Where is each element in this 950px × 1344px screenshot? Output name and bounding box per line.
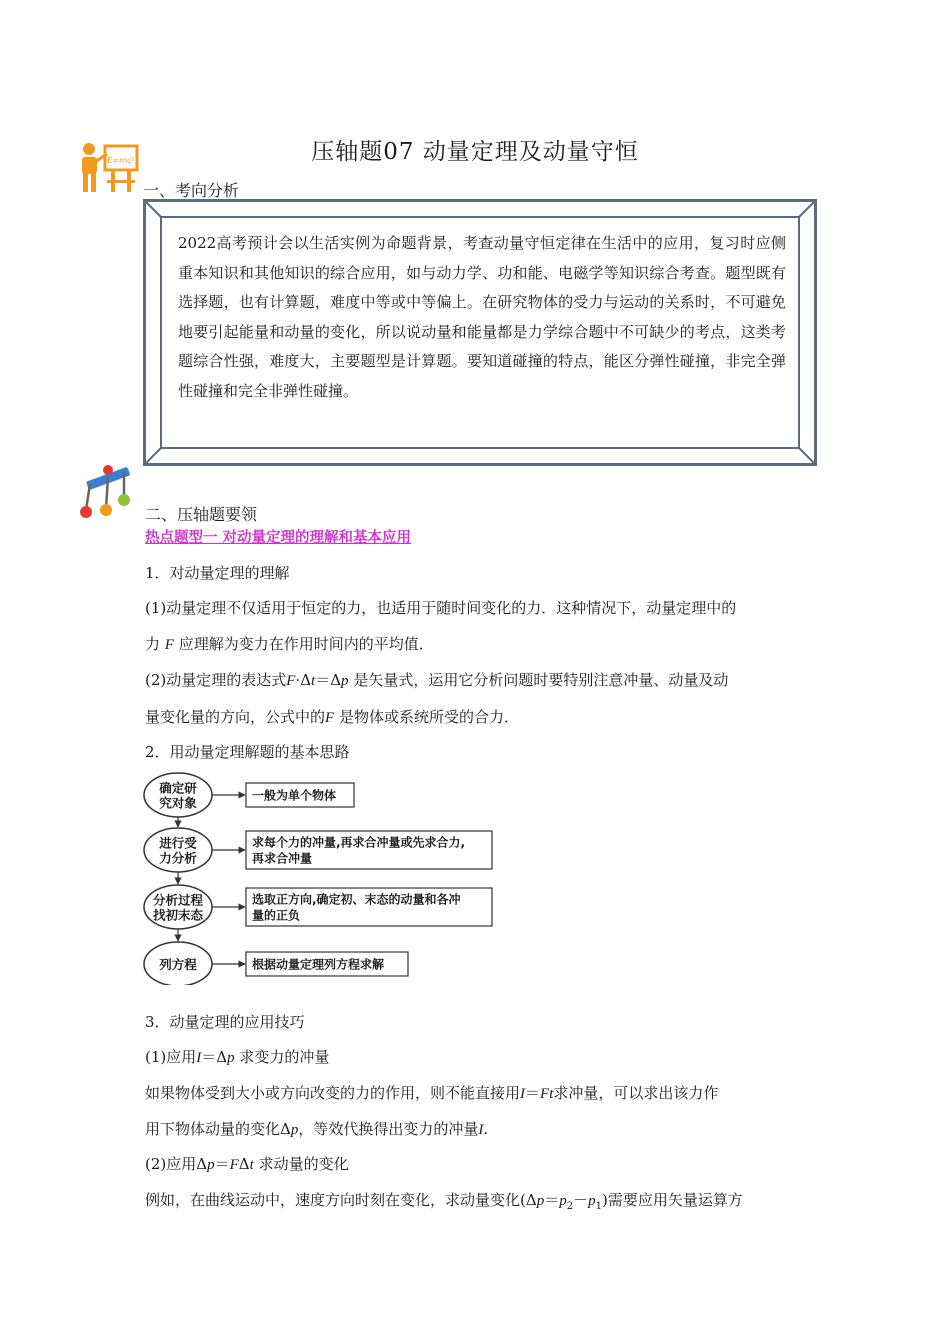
item3-heading: 3．动量定理的应用技巧	[145, 1013, 305, 1031]
item1-p2: (2)动量定理的表达式F·Δt＝Δp 是矢量式，运用它分析问题时要特别注意冲量、动量及动	[145, 671, 729, 689]
flow-step-label: 究对象	[159, 795, 197, 811]
item3-s2: (2)应用Δp＝FΔt 求动量的变化	[145, 1155, 349, 1173]
flow-desc-text: 根据动量定理列方程求解	[252, 957, 385, 972]
item3-s1-body2: 用下物体动量的变化Δp，等效代换得出变力的冲量I.	[145, 1120, 489, 1138]
molecule-model-icon	[78, 462, 136, 522]
flow-desc-text: 选取正方向,确定初、末态的动量和各冲	[252, 892, 461, 907]
flow-step-label: 列方程	[159, 957, 197, 972]
item3-s1: (1)应用I＝Δp 求变力的冲量	[145, 1048, 330, 1066]
flow-step-label: 力分析	[159, 850, 197, 866]
icon-board-text: E=mc²	[107, 156, 135, 165]
flow-step-label: 分析过程	[152, 892, 204, 908]
flow-desc-text: 再求合冲量	[252, 851, 313, 866]
flow-desc-text: 一般为单个物体	[252, 788, 337, 803]
item1-p2b: 量变化量的方向，公式中的F 是物体或系统所受的合力．	[145, 708, 519, 726]
section1-heading: 一、考向分析	[143, 181, 240, 200]
item1-p1b: 力 F 应理解为变力在作用时间内的平均值．	[145, 635, 434, 653]
item2-heading: 2．用动量定理解题的基本思路	[145, 743, 350, 761]
page-title: 压轴题07 动量定理及动量守恒	[311, 139, 639, 165]
flow-step-label: 找初末态	[152, 907, 204, 923]
item3-s2-body: 例如，在曲线运动中，速度方向时刻在变化，求动量变化$(\Delta p=p_2-p_1)$需要应用矢量运算方	[145, 1191, 743, 1212]
analysis-text: 2022高考预计会以生活实例为命题背景，考查动量守恒定律在生活中的应用，复习时应侧重本知识和其他知识的综合应用，如与动力学、功和能、电磁学等知识综合考查。题型既有选择题，也有计算题，难度中等或中等偏上。在研究物体的受力与运动的关系时，不可避免地要引起能量和动量的变化，所以说动量和能量都是力学综合题中不可缺少的考点，这类考题综合性强，难度大，主要题型是计算题。要知道碰撞的特点，能区分弹性碰撞，非完全弹性碰撞和完全非弹性碰撞。	[178, 234, 786, 400]
flowchart	[138, 770, 498, 985]
item3-s1-body: 如果物体受到大小或方向改变的力的作用，则不能直接用I＝Ft求冲量，可以求出该力作	[145, 1084, 719, 1102]
item1-heading: 1．对动量定理的理解	[145, 564, 290, 582]
section2-heading: 二、压轴题要领	[145, 505, 258, 524]
item1-p1: (1)动量定理不仅适用于恒定的力，也适用于随时间变化的力．这种情况下，动量定理中的	[145, 599, 737, 617]
flow-step-label: 确定研	[159, 780, 197, 796]
flow-desc-text: 量的正负	[252, 908, 301, 923]
hot-topic-link[interactable]: 热点题型一 对动量定理的理解和基本应用	[145, 529, 412, 546]
flow-desc-text: 求每个力的冲量,再求合冲量或先求合力,	[252, 835, 466, 850]
flow-step-label: 进行受	[159, 835, 197, 851]
